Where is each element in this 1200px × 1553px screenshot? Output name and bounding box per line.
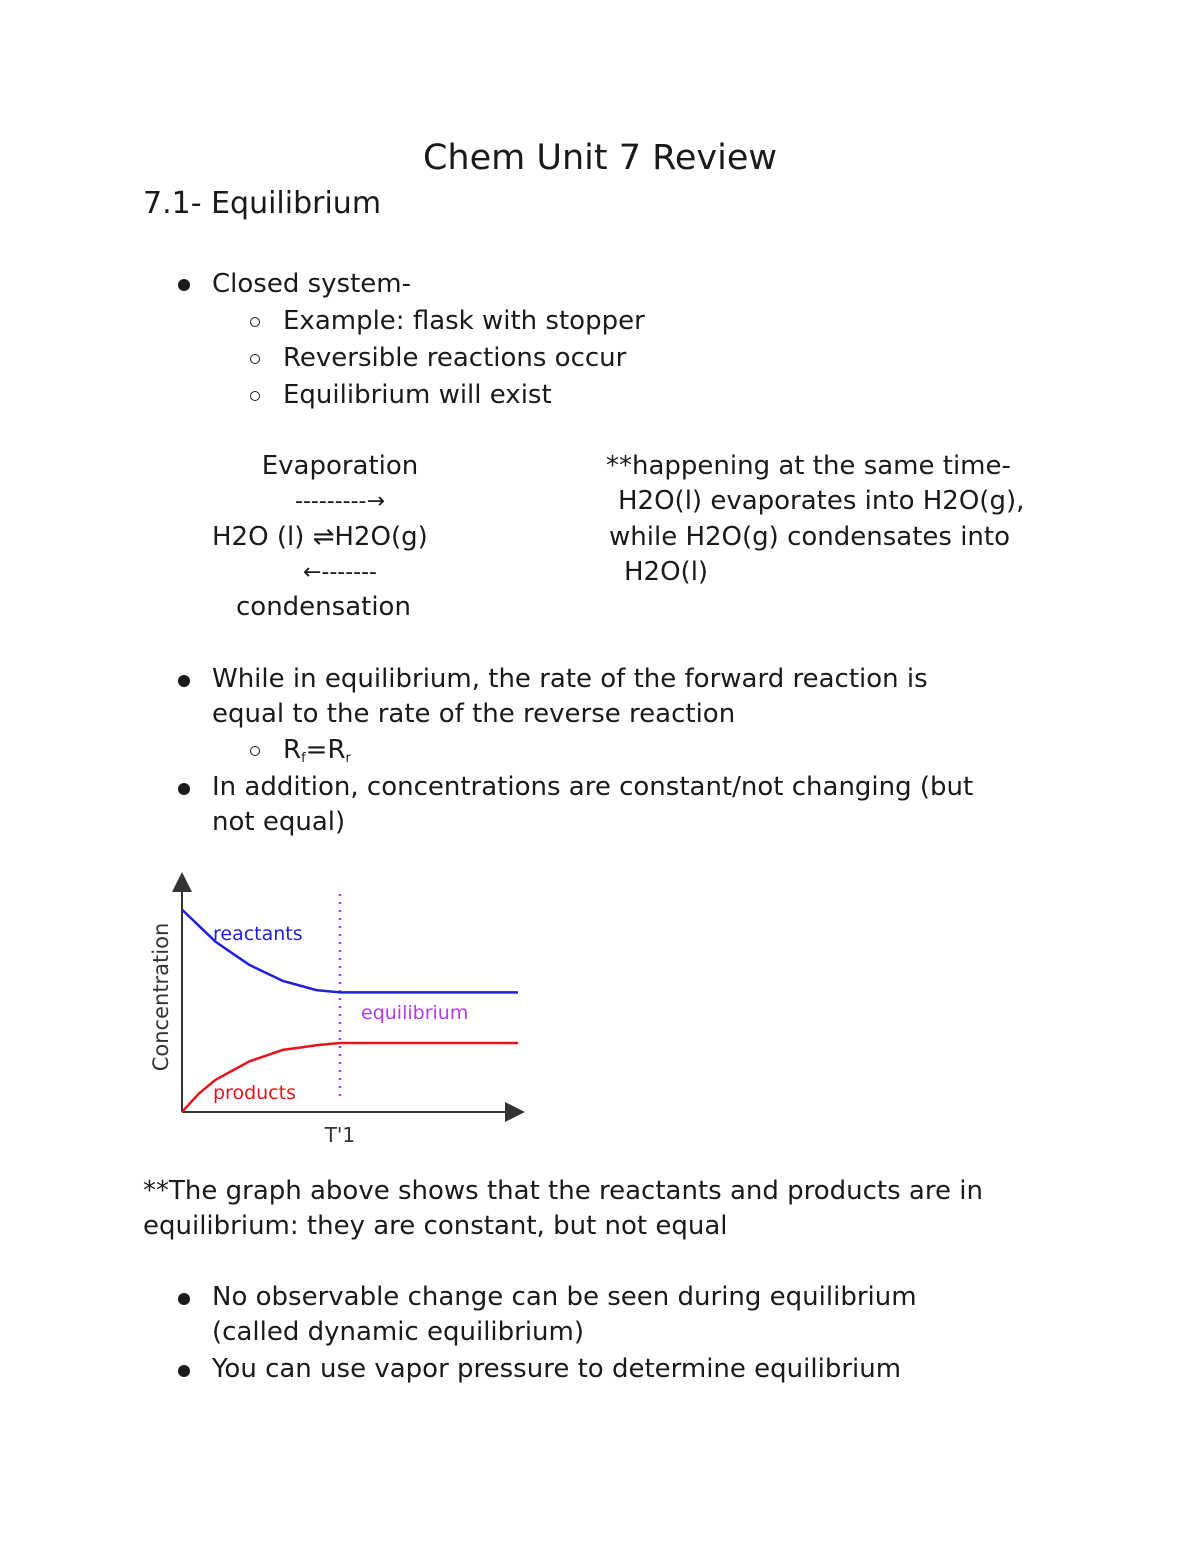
bullet-dot <box>178 783 190 795</box>
final-bullet-1-line1: No observable change can be seen during equilibrium <box>212 1282 917 1312</box>
bullet-dot <box>178 279 190 291</box>
bullet-dot <box>178 675 190 687</box>
forward-arrow: ---------→ <box>295 489 385 514</box>
rate-sub-r: r <box>345 751 351 766</box>
reaction-equation: H2O (l) ⇌H2O(g) <box>212 522 428 552</box>
reaction-top-label: Evaporation <box>261 451 419 481</box>
y-axis-label: Concentration <box>149 922 173 1072</box>
page-title: Chem Unit 7 Review <box>422 138 778 178</box>
bullet-dot <box>178 1293 190 1305</box>
rate-sub-f: f <box>301 751 306 766</box>
caption-line: **The graph above shows that the reactants and products are in <box>143 1176 983 1206</box>
closed-system-label: Closed system- <box>212 269 411 299</box>
reactants-label: reactants <box>213 923 303 945</box>
caption-line: equilibrium: they are constant, but not equal <box>143 1211 728 1241</box>
sub-bullet-ring <box>250 391 260 401</box>
final-bullet-2: You can use vapor pressure to determine equilibrium <box>212 1354 902 1384</box>
section-heading: 7.1- Equilibrium <box>143 186 382 221</box>
reaction-bottom-label: condensation <box>236 592 411 622</box>
conc-bullet-line2: not equal) <box>212 807 346 837</box>
note-line: while H2O(g) condensates into <box>609 522 1011 552</box>
x-tick-label: T'1 <box>324 1123 356 1147</box>
closed-system-subitem: Reversible reactions occur <box>283 343 627 373</box>
rate-r1: R <box>283 735 302 765</box>
final-bullet-1-line2: (called dynamic equilibrium) <box>212 1317 585 1347</box>
closed-system-subitem: Equilibrium will exist <box>283 380 552 410</box>
sub-bullet-ring <box>250 317 260 327</box>
rate-eq-mid: =R <box>305 735 346 765</box>
rate-bullet-line1: While in equilibrium, the rate of the forward reaction is <box>212 664 928 694</box>
reverse-arrow: ←------- <box>302 560 377 585</box>
products-label: products <box>213 1082 296 1104</box>
equilibrium-chart <box>140 872 540 1152</box>
note-line: H2O(l) evaporates into H2O(g), <box>618 486 1025 516</box>
equilibrium-label: equilibrium <box>361 1002 469 1024</box>
bullet-dot <box>178 1365 190 1377</box>
conc-bullet-line1: In addition, concentrations are constant/not changing (but <box>212 772 974 802</box>
rate-bullet-line2: equal to the rate of the reverse reaction <box>212 699 736 729</box>
note-line: **happening at the same time- <box>606 451 1011 481</box>
note-line: H2O(l) <box>624 557 709 587</box>
sub-bullet-ring <box>250 354 260 364</box>
closed-system-subitem: Example: flask with stopper <box>283 306 645 336</box>
sub-bullet-ring <box>250 746 260 756</box>
